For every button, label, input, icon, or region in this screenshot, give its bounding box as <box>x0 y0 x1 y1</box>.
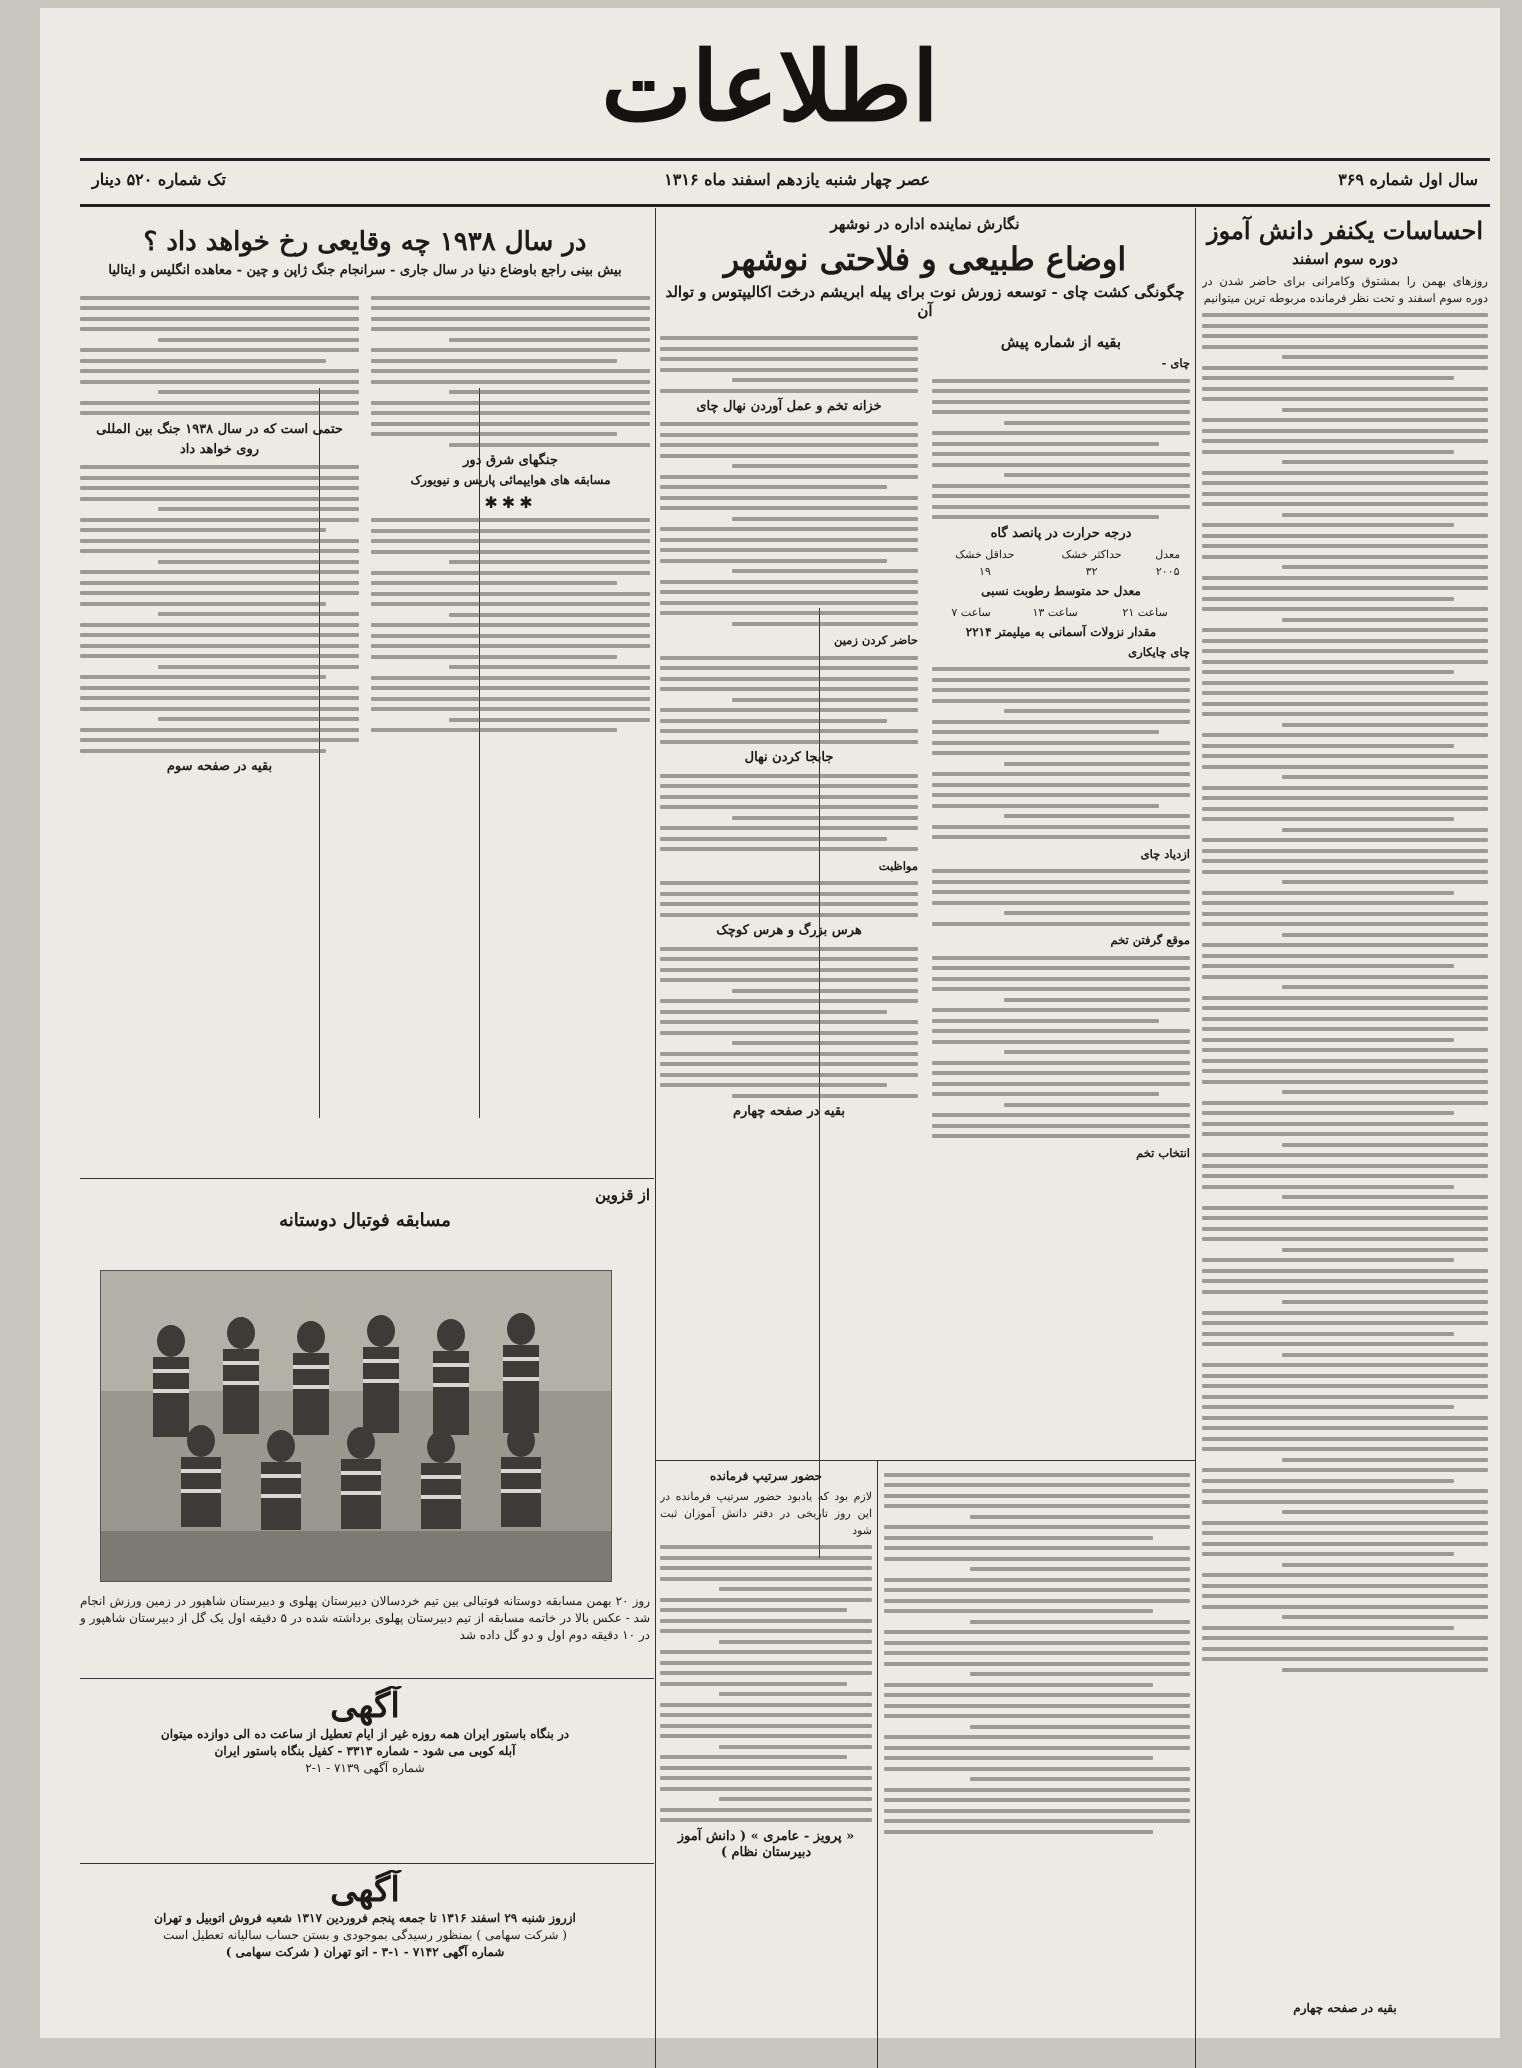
ad2-title: آگهی <box>330 1870 400 1910</box>
selection-subhead: انتخاب تخم <box>1136 1145 1190 1160</box>
humidity-table <box>932 604 1190 621</box>
seed-text <box>932 956 1190 1139</box>
ad2-line3: شماره آگهی ۷۱۴۲ - ۱-۳ - اتو تهران ( شرکت سهامی ) <box>225 1945 505 1959</box>
pruning-subhead: هرس بزرگ و هرس کوچک <box>716 923 862 939</box>
bottom-center-left <box>660 1466 872 2036</box>
center-article-title: اوضاع طبیعی و فلاحتی نوشهر <box>723 239 1127 278</box>
left-article-title: در سال ۱۹۳۸ چه وقایعی رخ خواهد داد ؟ <box>143 227 587 257</box>
center-subcolumn-left <box>660 330 918 1162</box>
masthead-rule-bottom <box>80 204 1490 207</box>
care-subhead: مواظبت <box>878 858 918 873</box>
table-cell: ۱۹ <box>978 565 991 579</box>
bottom-para: لازم بود که یادبود حضور سرتیپ فرمانده در این روز تاریخی در دفتر دانش آموزان ثبت شود <box>660 1489 872 1537</box>
center-byline: نگارش نماینده اداره در نوشهر <box>830 215 1020 233</box>
temperature-table-caption: درجه حرارت در پانصد گاه <box>990 525 1132 541</box>
masthead-title: اطلاعات <box>601 30 939 143</box>
year-issue: سال اول شماره ۳۶۹ <box>1338 170 1478 189</box>
table-cell: ساعت ۱۳ <box>1032 605 1078 619</box>
right-article-body <box>1202 273 1488 307</box>
ad1-line1: در بنگاه باستور ایران همه روزه غیر از ایام تعطیل از ساعت ده الی دوازده میتوان <box>160 1727 570 1741</box>
table-cell: ۳۲ <box>1085 565 1098 579</box>
tea-houses-text <box>932 667 1190 839</box>
war-line: حتمی است که در سال ۱۹۳۸ جنگ بین المللی <box>96 421 343 437</box>
right-article-title: احساسات یکنفر دانش آموز <box>1206 216 1483 245</box>
tea-text <box>932 379 1190 520</box>
table-header: حداکثر خشک <box>1061 548 1122 562</box>
humidity-caption: معدل حد متوسط رطوبت نسبی <box>981 584 1141 599</box>
left-article-intro: بیش بینی راجع باوضاع دنیا در سال جاری - سرانجام جنگ ژاپن و چین - معاهده انگلیس و ایتالیا <box>108 262 622 278</box>
sport-title: مسابقه فوتبال دوستانه <box>279 1209 451 1231</box>
care-text <box>660 881 918 917</box>
left-text-b <box>371 518 650 732</box>
section-rule <box>80 1678 654 1679</box>
center-subcolumns <box>660 330 1190 1162</box>
seed-subhead: موقع گرفتن تخم <box>1110 933 1190 948</box>
center-subcolumn-right <box>932 330 1190 1162</box>
right-article-text <box>1202 313 1488 1672</box>
column-rule <box>877 1460 878 2068</box>
nursery-text <box>660 422 918 626</box>
team-photo-graphic <box>101 1271 611 1581</box>
advertisement-2 <box>80 1870 650 2035</box>
right-article-lead: روزهای بهمن را بمشتوق وکامرانی برای حاضر شدن در دوره سوم اسفند و تحت نظر فرمانده مربوطه ترین میتوانیم <box>1202 273 1488 305</box>
table-header: حداقل خشک <box>955 548 1015 562</box>
right-continued: بقیه در صفحه چهارم <box>1293 2001 1397 2015</box>
nursery-intro-text <box>660 336 918 393</box>
separator-stars: ✱✱✱ <box>484 492 537 512</box>
ad2-line2: ( شرکت سهامی ) بمنظور رسیدگی بموجودی و بستن حساب سالیانه تعطیل است <box>163 1928 567 1942</box>
table-cell: ساعت ۷ <box>951 605 991 619</box>
ad2-line1: ازروز شنبه ۲۹ اسفند ۱۳۱۶ تا جمعه پنجم فروردین ۱۳۱۷ شعبه فروش اتوبیل و تهران <box>154 1911 576 1925</box>
far-east-wars: جنگهای شرق دور <box>463 453 558 469</box>
issue-date: عصر چهار شنبه یازدهم اسفند ماه ۱۳۱۶ <box>664 170 930 189</box>
table-cell: ساعت ۲۱ <box>1122 605 1168 619</box>
center-continued: بقیه در صفحه چهارم <box>732 1104 846 1120</box>
sport-place: از قزوین <box>595 1186 650 1204</box>
bottom-center-right <box>884 1466 1190 2036</box>
end-quote: « پرویز - عامری » ( دانش آموز دبیرستان نظام ) <box>677 1828 855 1861</box>
photo-caption: روز ۲۰ بهمن مسابقه دوستانه فوتبالی بین تیم خردسالان دبیرستان پهلوی و دبیرستان شاهپور در زمین ورزش انجام شد - عکس بالا در خاتمه مسابقه از تیم دبیرستان پهلوی برداشته شده در ۵ دقیقه اول یک گل از دبیرستان شاهپور و در ۱۰ دقیقه دوم اول و دو گل داده شد <box>80 1594 650 1642</box>
rain-caption: مقدار نزولات آسمانی به میلیمتر ۲۲۱۴ <box>965 624 1157 639</box>
temperature-table <box>932 546 1190 580</box>
left-text-d <box>80 465 359 753</box>
right-article-subtitle: دوره سوم اسفند <box>1292 250 1398 268</box>
tea-houses-subhead: چای چایکاری <box>1128 644 1190 659</box>
newspaper-page <box>40 8 1500 2038</box>
column-rule <box>655 208 656 2068</box>
left-continued: بقیه در صفحه سوم <box>166 759 273 775</box>
right-continued-box <box>1202 1998 1488 2028</box>
dateline <box>80 170 1490 196</box>
ad1-line3: شماره آگهی ۷۱۳۹ - ۱-۲ <box>305 1761 425 1775</box>
left-subcolumn-mid <box>80 289 359 779</box>
bottom-text-a <box>884 1473 1190 1834</box>
pruning-text <box>660 947 918 1098</box>
table-cell: ۲۰۰۵ <box>1155 565 1180 579</box>
yield-text <box>932 869 1190 926</box>
nursery-subhead: خزانه تخم و عمل آوردن نهال چای <box>696 399 882 414</box>
right-column <box>1202 212 1488 2042</box>
table-header: معدل <box>1155 548 1181 562</box>
soil-subhead: حاضر کردن زمین <box>833 633 918 648</box>
left-subcolumn-right <box>371 289 650 779</box>
planting-subhead: جابجا کردن نهال <box>744 750 834 766</box>
continued-label: بقیه از شماره پیش <box>1000 332 1122 351</box>
tea-subhead: چای - <box>1161 356 1190 370</box>
left-text-c <box>80 296 359 416</box>
football-team-photo <box>100 1270 612 1582</box>
advertisement-1 <box>80 1686 650 1856</box>
section-rule <box>80 1863 654 1864</box>
ad1-title: آگهی <box>330 1686 400 1726</box>
left-text-a <box>371 296 650 447</box>
air-races: مسابقه های هوایپمائی پاریس و نیویورک <box>410 473 611 488</box>
soil-text <box>660 656 918 744</box>
bottom-title: حضور سرتیپ فرمانده <box>710 1469 822 1483</box>
masthead-rule-top <box>80 158 1490 161</box>
planting-text <box>660 774 918 852</box>
section-rule <box>656 1460 1196 1461</box>
ad1-line2: آبله کوبی می شود - شماره ۳۳۱۳ - کفیل بنگاه باستور ایران <box>214 1744 516 1758</box>
sport-header <box>80 1183 650 1263</box>
center-article-subtitle: چگونگی کشت چای - توسعه زورش نوت برای پیله ابریشم درخت اکالیپتوس و توالد آن <box>665 282 1185 320</box>
left-column <box>80 222 650 1172</box>
war-line-2: روی خواهد داد <box>179 441 259 457</box>
center-column <box>660 212 1190 1456</box>
issue-price: تک شماره ۵۲۰ دینار <box>92 170 226 189</box>
column-rule <box>1195 208 1196 2068</box>
bottom-text-b <box>660 1545 872 1822</box>
yield-subhead: ازدیاد چای <box>1140 846 1190 861</box>
section-rule <box>80 1178 654 1179</box>
left-subcolumns <box>80 289 650 779</box>
